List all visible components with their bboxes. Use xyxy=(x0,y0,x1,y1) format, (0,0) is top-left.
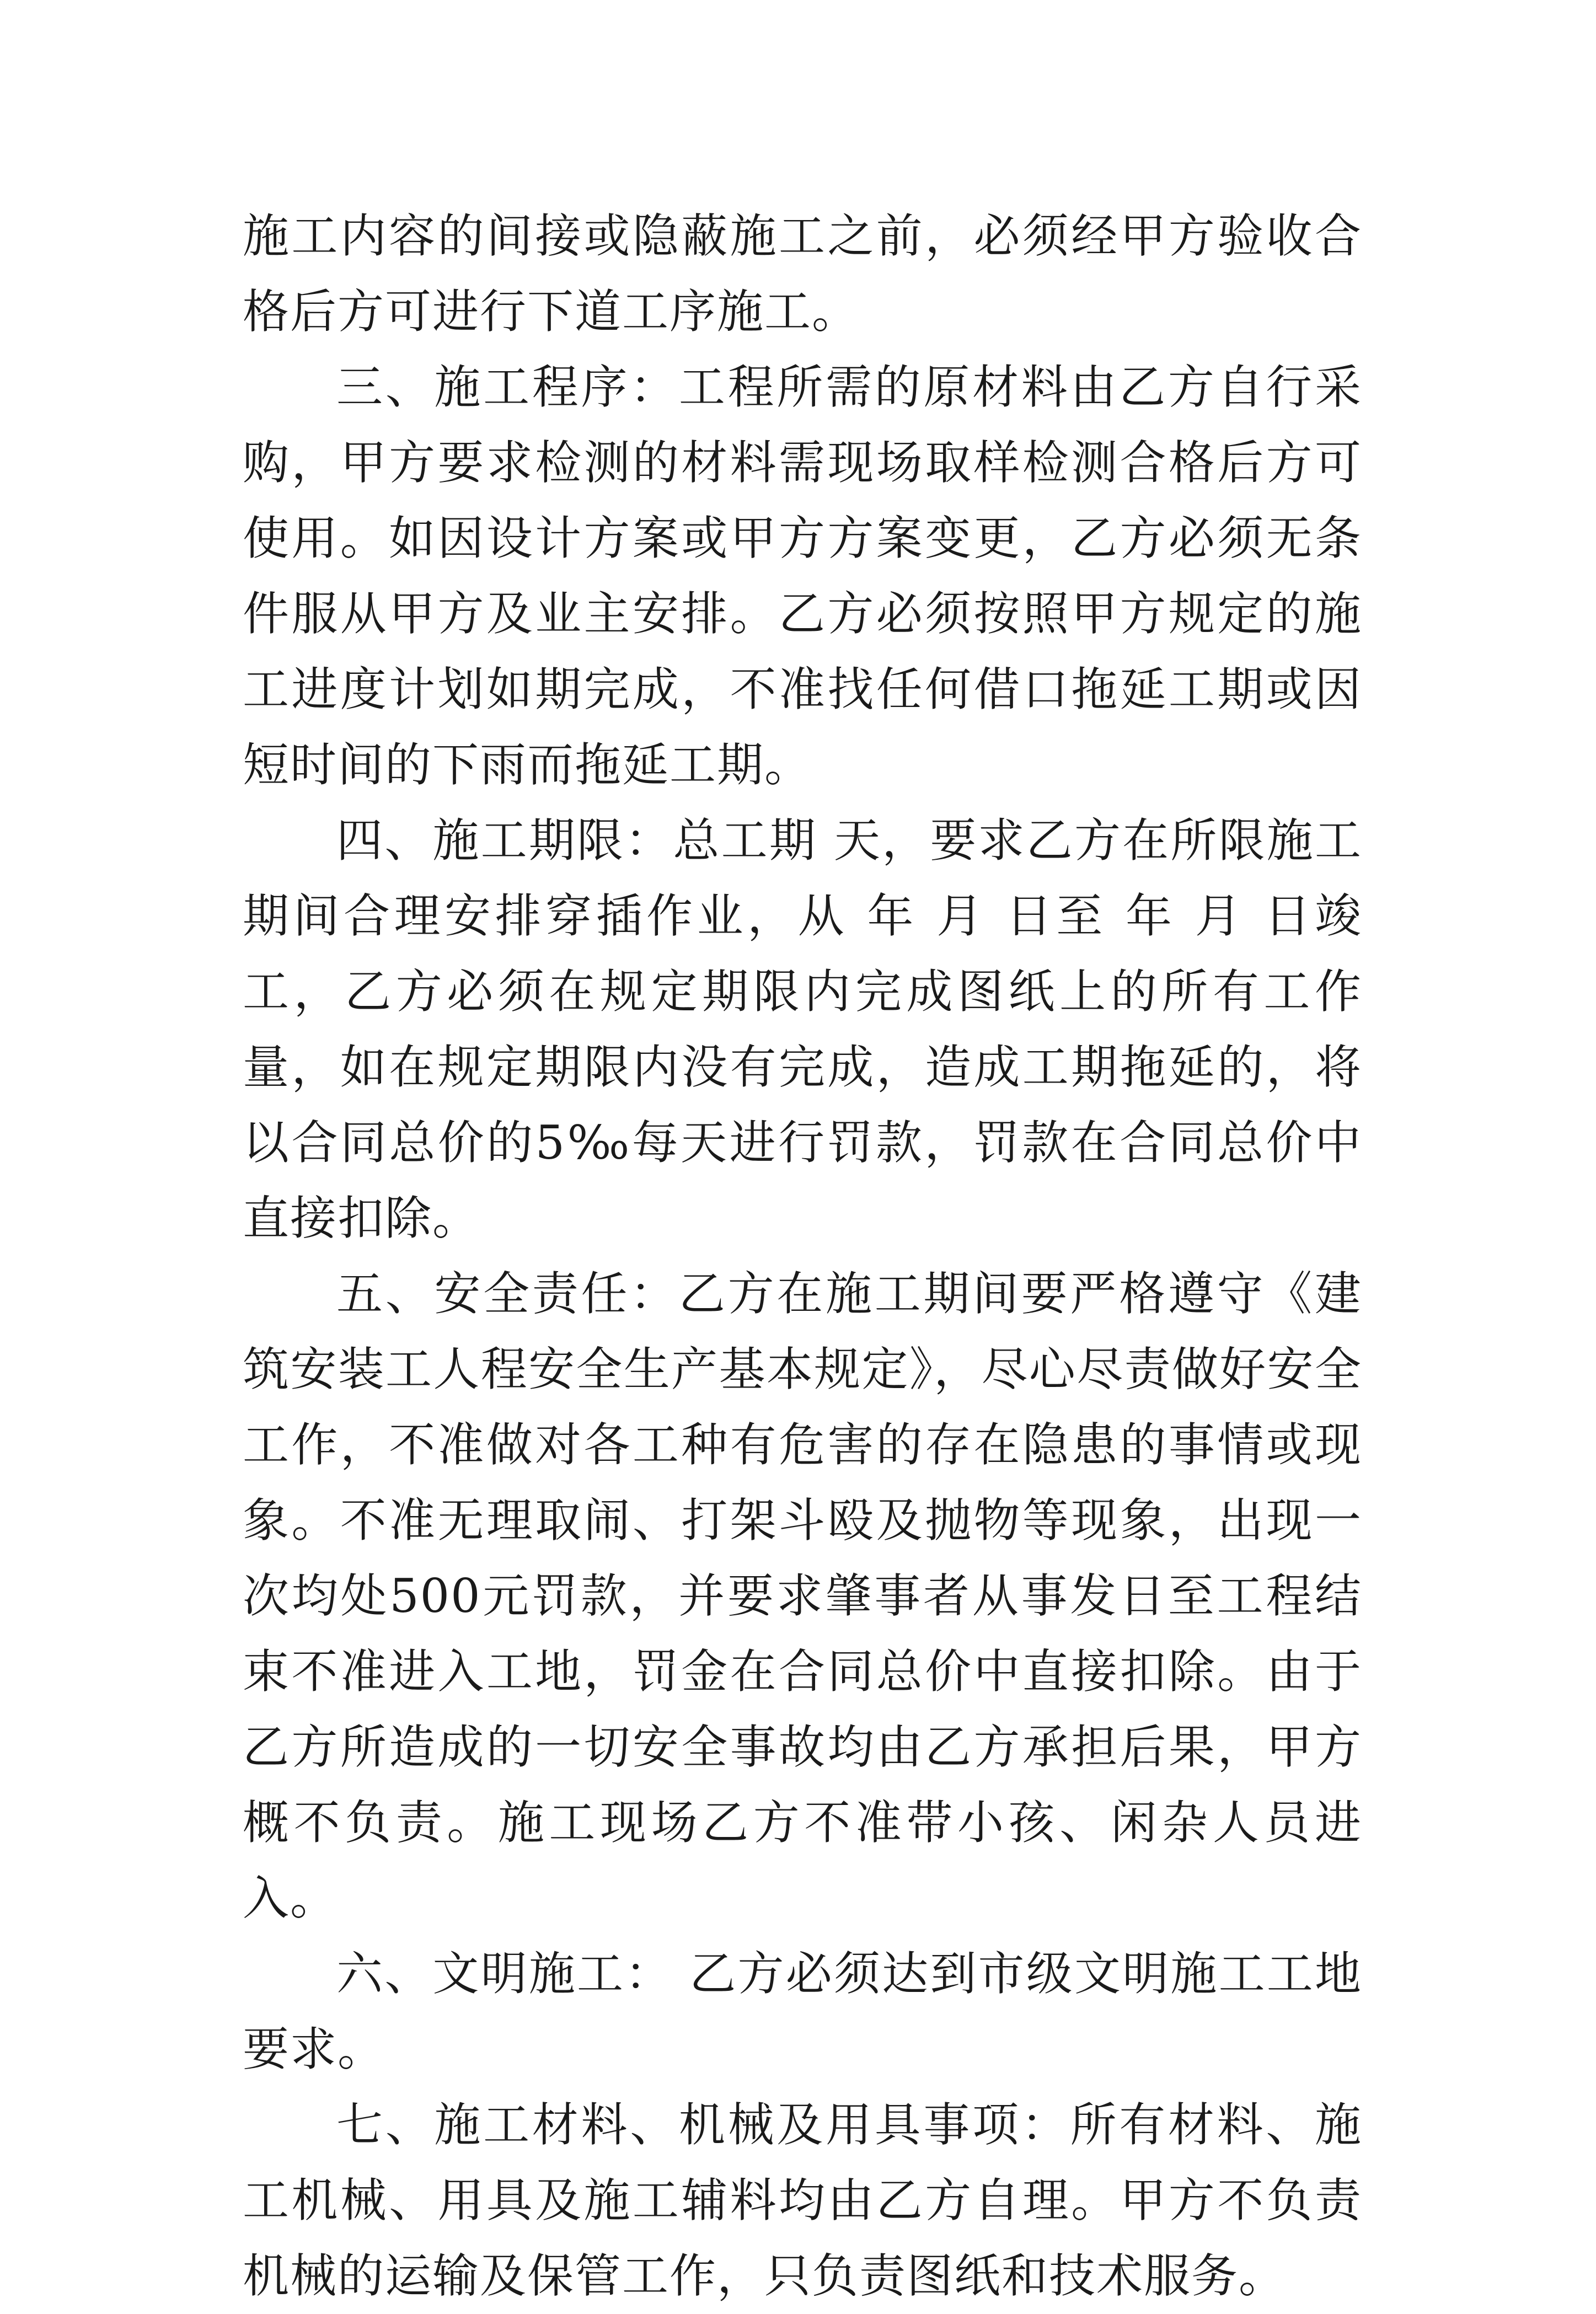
paragraph-construction-period: 四、施工期限：总工期 天，要求乙方在所限施工期间合理安排穿插作业，从 年 月 日至 年 月 日竣工，乙方必须在规定期限内完成图纸上的所有工作量，如在规定期限内没有完成，造成工期拖延的，将以合同总价的5‰每天进行罚款，罚款在合同总价中直接扣除。 xyxy=(243,813,1362,1245)
paragraph-materials-machinery: 七、施工材料、机械及用具事项：所有材料、施工机械、用具及施工辅料均由乙方自理。甲方不负责机械的运输及保管工作，只负责图纸和技术服务。 xyxy=(243,2098,1362,2303)
paragraph-civilized-construction: 六、文明施工： 乙方必须达到市级文明施工工地要求。 xyxy=(243,1947,1362,2076)
paragraph-continuation: 施工内容的间接或隐蔽施工之前，必须经甲方验收合格后方可进行下道工序施工。 xyxy=(243,209,1362,339)
paragraph-safety-responsibility: 五、安全责任：乙方在施工期间要严格遵守《建筑安装工人程安全生产基本规定》，尽心尽责做好安全工作，不准做对各工种有危害的存在隐患的事情或现象。不准无理取闹、打架斗殴及抛物等现象，出现一次均处500元罚款，并要求肇事者从事发日至工程结束不准进入工地，罚金在合同总价中直接扣除。由于乙方所造成的一切安全事故均由乙方承担后果，甲方概不负责。施工现场乙方不准带小孩、闲杂人员进入。 xyxy=(243,1267,1362,1925)
document-body xyxy=(243,199,1362,2314)
paragraph-construction-procedure: 三、施工程序：工程所需的原材料由乙方自行采购，甲方要求检测的材料需现场取样检测合格后方可使用。如因设计方案或甲方方案变更，乙方必须无条件服从甲方及业主安排。乙方必须按照甲方规定的施工进度计划如期完成，不准找任何借口拖延工期或因短时间的下雨而拖延工期。 xyxy=(243,360,1362,792)
